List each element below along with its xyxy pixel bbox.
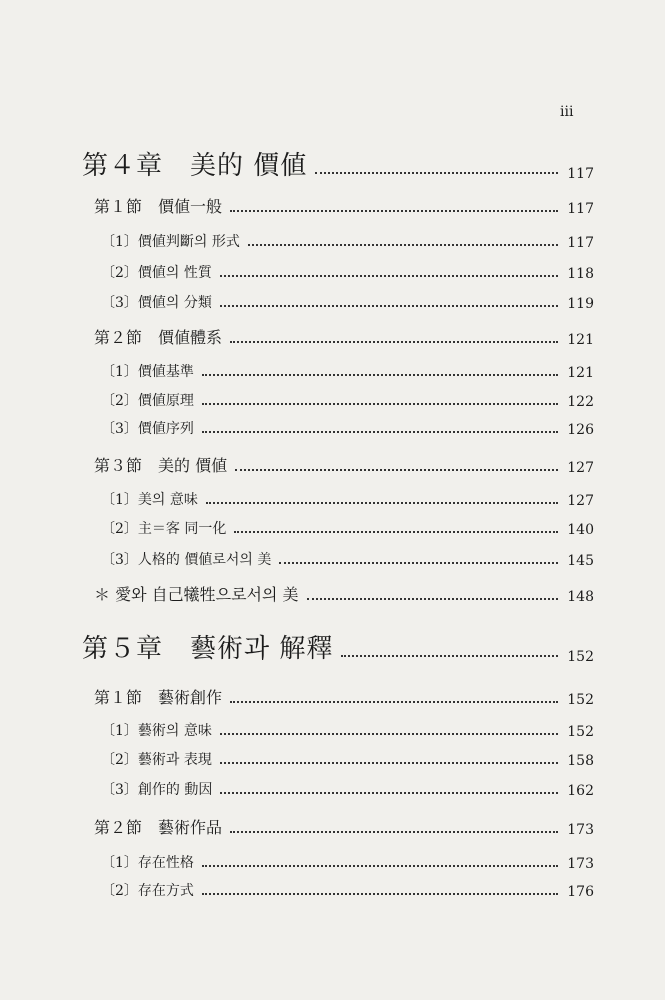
item-title: 〔1〕存在性格 — [101, 855, 194, 871]
dot-leader — [202, 374, 558, 376]
item-title: 〔3〕人格的 價値로서의 美 — [101, 552, 272, 568]
toc-section[interactable] — [94, 194, 594, 217]
page-ref: 117 — [567, 235, 594, 251]
dot-leader — [220, 733, 558, 735]
toc-item[interactable] — [101, 489, 594, 509]
toc-section[interactable] — [94, 453, 594, 476]
item-title: 〔1〕價値基準 — [101, 364, 194, 380]
item-title: 〔2〕存在方式 — [101, 883, 194, 899]
special-item-title: ＊ 愛와 自己犧牲으로서의 美 — [94, 585, 299, 604]
page-ref: 152 — [567, 649, 594, 665]
dot-leader — [279, 562, 558, 564]
section-title: 第１節 價値一般 — [94, 197, 223, 216]
page-number: iii — [560, 104, 574, 120]
page-ref: 176 — [567, 884, 594, 900]
toc-chapter-4[interactable] — [82, 145, 594, 182]
toc-item[interactable] — [101, 749, 594, 769]
page-ref: 158 — [567, 753, 594, 769]
dot-leader — [230, 341, 558, 343]
dot-leader — [220, 792, 558, 794]
item-title: 〔1〕美의 意味 — [101, 492, 198, 508]
page-ref: 126 — [567, 422, 594, 438]
dot-leader — [220, 275, 558, 277]
section-title: 第２節 藝術作品 — [94, 818, 223, 837]
item-title: 〔2〕價値原理 — [101, 393, 194, 409]
dot-leader — [202, 893, 558, 895]
page-ref: 127 — [567, 460, 594, 476]
item-title: 〔1〕價値判斷의 形式 — [101, 234, 240, 250]
section-title: 第３節 美的 價値 — [94, 456, 228, 475]
chapter-title: 第４章 美的 價値 — [82, 151, 308, 181]
page-ref: 145 — [567, 553, 594, 569]
dot-leader — [220, 305, 558, 307]
section-title: 第１節 藝術創作 — [94, 688, 223, 707]
dot-leader — [220, 762, 558, 764]
toc-item[interactable] — [101, 549, 594, 569]
dot-leader — [315, 172, 558, 174]
page-ref: 117 — [567, 166, 594, 182]
toc-section[interactable] — [94, 325, 594, 348]
item-title: 〔3〕價値序列 — [101, 421, 194, 437]
item-title: 〔3〕創作的 動因 — [101, 782, 213, 798]
toc-special-item[interactable] — [94, 582, 594, 605]
dot-leader — [202, 403, 558, 405]
page-ref: 118 — [567, 266, 594, 282]
dot-leader — [235, 469, 558, 471]
page-ref: 140 — [567, 522, 594, 538]
toc-item[interactable] — [101, 518, 594, 538]
dot-leader — [202, 431, 558, 433]
toc-item[interactable] — [101, 390, 594, 410]
item-title: 〔1〕藝術의 意味 — [101, 723, 212, 739]
toc-item[interactable] — [101, 361, 594, 381]
page-ref: 122 — [567, 394, 594, 410]
toc-item[interactable] — [101, 779, 594, 799]
page-ref: 152 — [567, 692, 594, 708]
page-ref: 162 — [567, 783, 594, 799]
item-title: 〔2〕主＝客 同一化 — [101, 521, 227, 537]
toc-item[interactable] — [101, 720, 594, 740]
item-title: 〔2〕價値의 性質 — [101, 265, 212, 281]
section-title: 第２節 價値體系 — [94, 328, 223, 347]
dot-leader — [307, 598, 558, 600]
dot-leader — [248, 244, 558, 246]
page-ref: 173 — [567, 822, 594, 838]
dot-leader — [230, 831, 558, 833]
toc-item[interactable] — [101, 231, 594, 251]
page-ref: 152 — [567, 724, 594, 740]
page-ref: 121 — [567, 332, 594, 348]
toc-chapter-5[interactable] — [82, 628, 594, 665]
page-ref: 117 — [567, 201, 594, 217]
page-ref: 121 — [567, 365, 594, 381]
dot-leader — [206, 502, 558, 504]
toc-item[interactable] — [101, 880, 594, 900]
toc-section[interactable] — [94, 685, 594, 708]
page-ref: 127 — [567, 493, 594, 509]
chapter-title: 第５章 藝術과 解釋 — [82, 634, 334, 664]
item-title: 〔2〕藝術과 表現 — [101, 752, 212, 768]
page-ref: 148 — [567, 589, 594, 605]
toc-item[interactable] — [101, 292, 594, 312]
dot-leader — [341, 655, 558, 657]
item-title: 〔3〕價値의 分類 — [101, 295, 212, 311]
toc-section[interactable] — [94, 815, 594, 838]
page-ref: 173 — [567, 856, 594, 872]
dot-leader — [234, 531, 558, 533]
dot-leader — [230, 701, 558, 703]
page-ref: 119 — [567, 296, 594, 312]
dot-leader — [230, 210, 558, 212]
toc-item[interactable] — [101, 852, 594, 872]
toc-item[interactable] — [101, 262, 594, 282]
dot-leader — [202, 865, 558, 867]
toc-item[interactable] — [101, 418, 594, 438]
